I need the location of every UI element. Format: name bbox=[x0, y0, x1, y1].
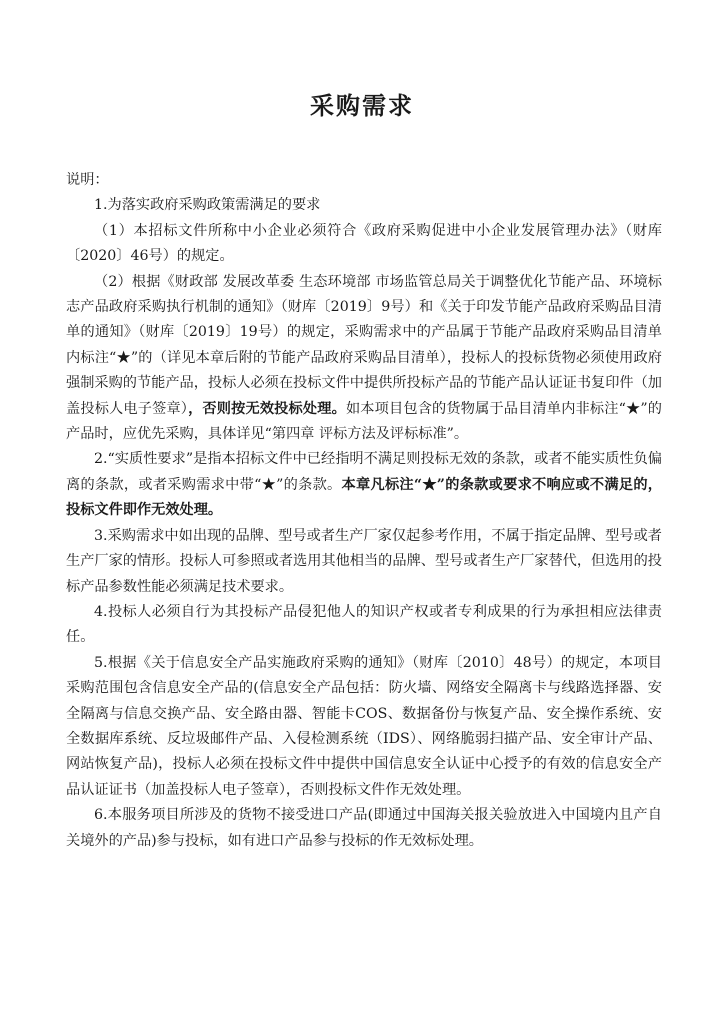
document-body bbox=[66, 168, 662, 854]
item-6-paragraph: 6.本服务项目所涉及的货物不接受进口产品(即通过中国海关报关验放进入中国境内且产自关境外的产品)参与投标，如有进口产品参与投标的作无效标处理。 bbox=[66, 807, 662, 849]
item-5-paragraph: 5.根据《关于信息安全产品实施政府采购的通知》（财库〔2010〕48号）的规定，本项目采购范围包含信息安全产品的(信息安全产品包括：防火墙、网络安全隔离卡与线路选择器、安全隔离与信息交换产品、安全路由器、智能卡COS、数据备份与恢复产品、安全操作系统、安全数据库系统、反垃圾邮件产品、入侵检测系统（IDS）、网络脆弱扫描产品、安全审计产品、网站恢复产品)，投标人必须在投标文件中提供中国信息安全认证中心授予的有效的信息安全产品认证证书（加盖投标人电子签章），否则投标文件作无效处理。 bbox=[66, 654, 662, 798]
item-1-2-tail-text: 如本项目包含的货物属于品目清单内非标注“★”的产品时，应优先采购，具体详见“第四章 评标方法及评标标准”。 bbox=[66, 400, 662, 443]
item-2-bold-text: 本章凡标注“★”的条款或要求不响应或不满足的，投标文件即作无效处理。 bbox=[66, 476, 662, 519]
item-1-2-bold-text: ，否则按无效投标处理。 bbox=[188, 400, 346, 417]
item-4-paragraph: 4.投标人必须自行为其投标产品侵犯他人的知识产权或者专利成果的行为承担相应法律责任。 bbox=[66, 603, 662, 646]
item-1-1-paragraph: （1）本招标文件所称中小企业必须符合《政府采购促进中小企业发展管理办法》（财库〔2020〕46号）的规定。 bbox=[66, 222, 662, 265]
page-title: 采购需求 bbox=[310, 92, 414, 120]
item-1-heading: 1.为落实政府采购政策需满足的要求 bbox=[94, 197, 321, 214]
item-2-paragraph bbox=[66, 447, 662, 523]
item-1-2-paragraph bbox=[66, 270, 662, 448]
intro-label: 说明： bbox=[66, 172, 109, 188]
item-3-paragraph: 3.采购需求中如出现的品牌、型号或者生产厂家仅起参考作用，不属于指定品牌、型号或者生产厂家的情形。投标人可参照或者选用其他相当的品牌、型号或者生产厂家替代，但选用的投标产品参数性能必须满足技术要求。 bbox=[66, 527, 662, 595]
item-1-2-text: （2）根据《财政部 发展改革委 生态环境部 市场监管总局关于调整优化节能产品、环境标志产品政府采购执行机制的通知》（财库〔2019〕9号）和《关于印发节能产品政府采购品目清单的通知》（财库〔2019〕19号）的规定，采购需求中的产品属于节能产品政府采购品目清单内标注“★”的（详见本章后附的节能产品政府采购品目清单），投标人的投标货物必须使用政府强制采购的节能产品，投标人必须在投标文件中提供所投标产品的节能产品认证证书复印件（加盖投标人电子签章） bbox=[66, 273, 662, 417]
item-2-text: 2.“实质性要求”是指本招标文件中已经指明不满足则投标无效的条款，或者不能实质性负偏离的条款，或者采购需求中带“★”的条款。 bbox=[66, 451, 662, 493]
